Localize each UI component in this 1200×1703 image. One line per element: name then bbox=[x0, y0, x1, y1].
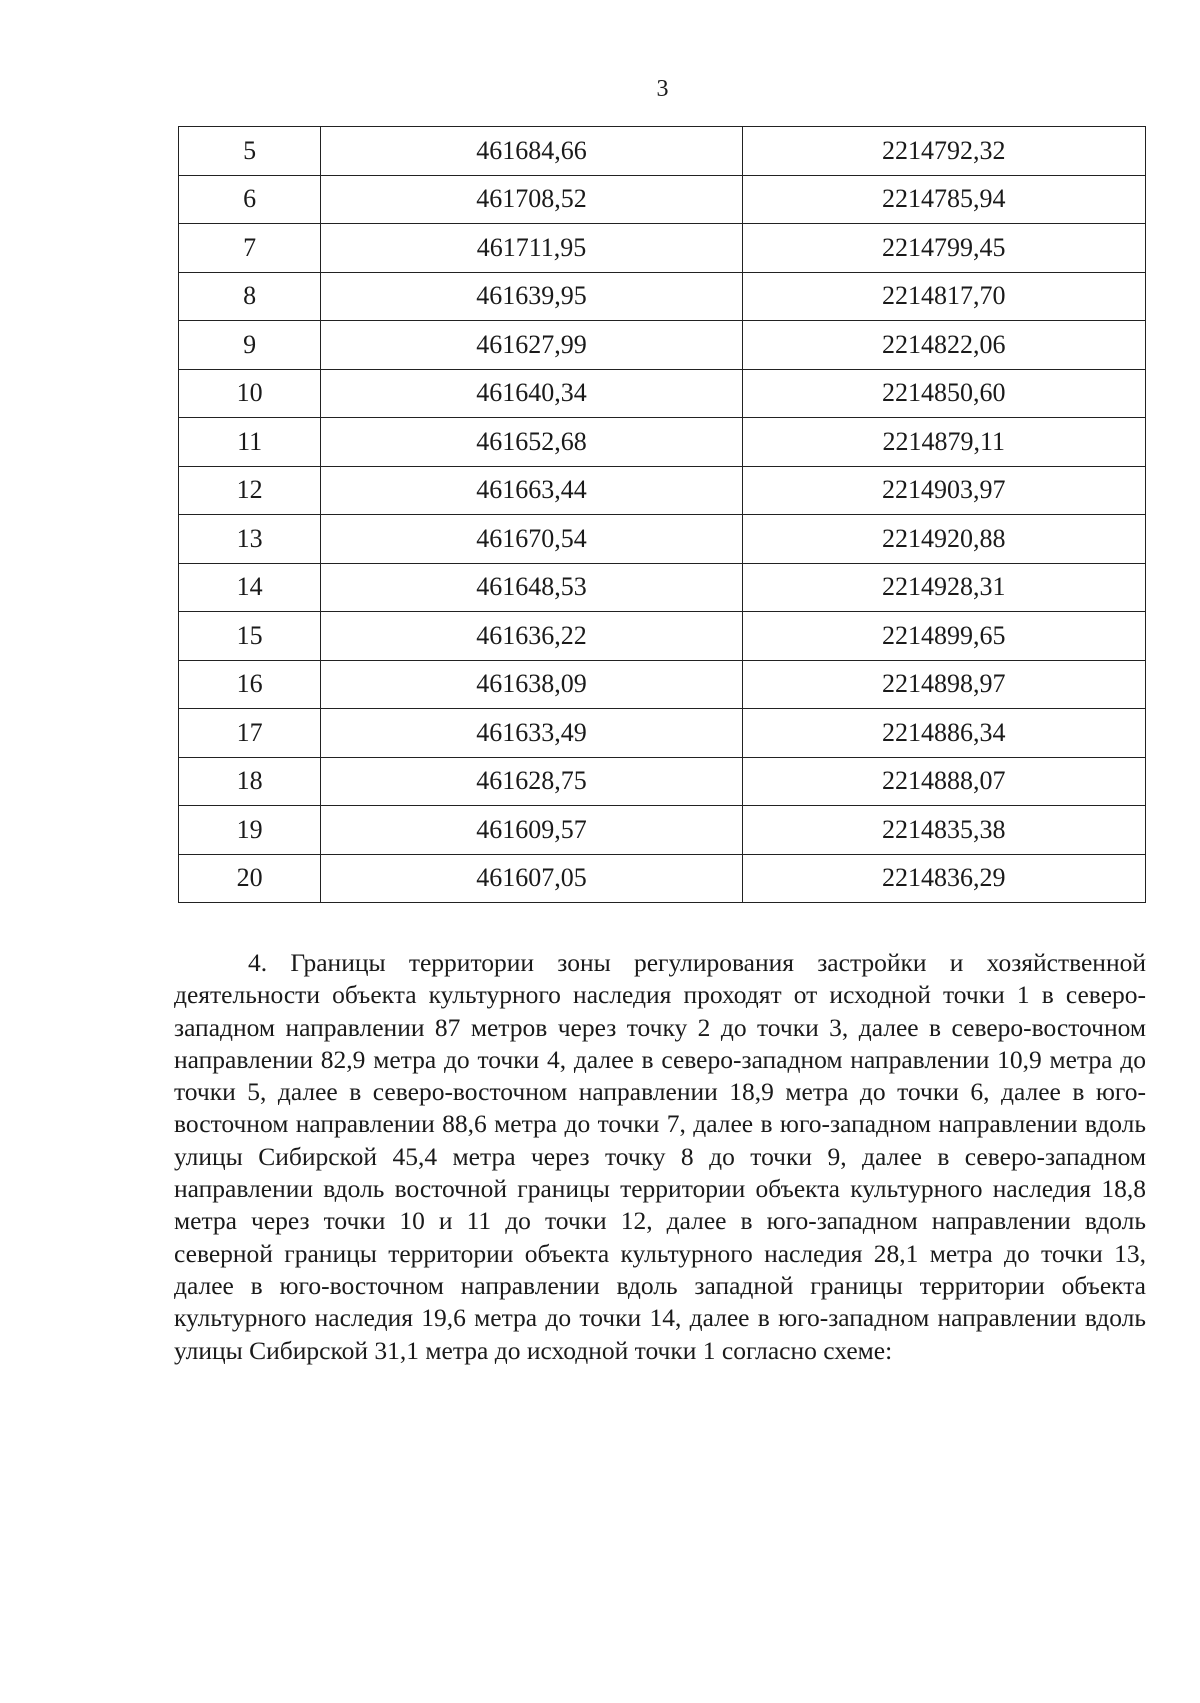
x-coordinate-cell: 461652,68 bbox=[321, 418, 742, 467]
point-number-cell: 18 bbox=[179, 757, 321, 806]
x-coordinate-cell: 461648,53 bbox=[321, 563, 742, 612]
x-coordinate-cell: 461640,34 bbox=[321, 369, 742, 418]
table-row bbox=[179, 224, 1146, 273]
x-coordinate-cell: 461609,57 bbox=[321, 806, 742, 855]
x-coordinate-cell: 461633,49 bbox=[321, 709, 742, 758]
x-coordinate-cell: 461711,95 bbox=[321, 224, 742, 273]
x-coordinate-cell: 461628,75 bbox=[321, 757, 742, 806]
y-coordinate-cell: 2214920,88 bbox=[742, 515, 1145, 564]
point-number-cell: 15 bbox=[179, 612, 321, 661]
table-row bbox=[179, 515, 1146, 564]
table-row bbox=[179, 369, 1146, 418]
y-coordinate-cell: 2214836,29 bbox=[742, 854, 1145, 903]
point-number-cell: 8 bbox=[179, 272, 321, 321]
boundary-description: 4. Границы территории зоны регулирования застройки и хозяйственной деятельности объекта культурного наследия проходят от исходной точки 1 в северо-западном направлении 87 метров через точку 2 до точки 3, далее в северо-восточном направлении 82,9 метра до точки 4, далее в северо-западном направлении 10,9 метра до точки 5, далее в северо-восточном направлении 18,9 метра до точки 6, далее в юго-восточном направлении 88,6 метра до точки 7, далее в юго-западном направлении вдоль улицы Сибирской 45,4 метра через точку 8 до точки 9, далее в северо-западном направлении вдоль восточной границы территории объекта культурного наследия 18,8 метра через точки 10 и 11 до точки 12, далее в юго-западном направлении вдоль северной границы территории объекта культурного наследия 28,1 метра до точки 13, далее в юго-восточном направлении вдоль западной границы территории объекта культурного наследия 19,6 метра до точки 14, далее в юго-западном направлении вдоль улицы Сибирской 31,1 метра до исходной точки 1 согласно схеме: bbox=[174, 948, 1146, 1365]
point-number-cell: 17 bbox=[179, 709, 321, 758]
point-number-cell: 9 bbox=[179, 321, 321, 370]
x-coordinate-cell: 461607,05 bbox=[321, 854, 742, 903]
point-number-cell: 5 bbox=[179, 127, 321, 176]
x-coordinate-cell: 461639,95 bbox=[321, 272, 742, 321]
table-row bbox=[179, 321, 1146, 370]
x-coordinate-cell: 461708,52 bbox=[321, 175, 742, 224]
table-row bbox=[179, 806, 1146, 855]
table-row bbox=[179, 466, 1146, 515]
y-coordinate-cell: 2214792,32 bbox=[742, 127, 1145, 176]
coordinates-table bbox=[178, 126, 1146, 903]
y-coordinate-cell: 2214879,11 bbox=[742, 418, 1145, 467]
point-number-cell: 6 bbox=[179, 175, 321, 224]
x-coordinate-cell: 461636,22 bbox=[321, 612, 742, 661]
table-row bbox=[179, 854, 1146, 903]
x-coordinate-cell: 461663,44 bbox=[321, 466, 742, 515]
point-number-cell: 7 bbox=[179, 224, 321, 273]
point-number-cell: 13 bbox=[179, 515, 321, 564]
point-number-cell: 16 bbox=[179, 660, 321, 709]
y-coordinate-cell: 2214799,45 bbox=[742, 224, 1145, 273]
x-coordinate-cell: 461684,66 bbox=[321, 127, 742, 176]
y-coordinate-cell: 2214850,60 bbox=[742, 369, 1145, 418]
y-coordinate-cell: 2214785,94 bbox=[742, 175, 1145, 224]
table-row bbox=[179, 272, 1146, 321]
point-number-cell: 11 bbox=[179, 418, 321, 467]
y-coordinate-cell: 2214903,97 bbox=[742, 466, 1145, 515]
table-row bbox=[179, 660, 1146, 709]
x-coordinate-cell: 461670,54 bbox=[321, 515, 742, 564]
point-number-cell: 20 bbox=[179, 854, 321, 903]
table-row bbox=[179, 127, 1146, 176]
table-row bbox=[179, 612, 1146, 661]
page-number: 3 bbox=[656, 76, 669, 102]
point-number-cell: 12 bbox=[179, 466, 321, 515]
y-coordinate-cell: 2214886,34 bbox=[742, 709, 1145, 758]
table-row bbox=[179, 757, 1146, 806]
table-row bbox=[179, 709, 1146, 758]
y-coordinate-cell: 2214899,65 bbox=[742, 612, 1145, 661]
y-coordinate-cell: 2214817,70 bbox=[742, 272, 1145, 321]
y-coordinate-cell: 2214822,06 bbox=[742, 321, 1145, 370]
y-coordinate-cell: 2214888,07 bbox=[742, 757, 1145, 806]
point-number-cell: 19 bbox=[179, 806, 321, 855]
point-number-cell: 14 bbox=[179, 563, 321, 612]
point-number-cell: 10 bbox=[179, 369, 321, 418]
coordinates-table-body bbox=[179, 127, 1146, 903]
y-coordinate-cell: 2214835,38 bbox=[742, 806, 1145, 855]
y-coordinate-cell: 2214928,31 bbox=[742, 563, 1145, 612]
table-row bbox=[179, 175, 1146, 224]
y-coordinate-cell: 2214898,97 bbox=[742, 660, 1145, 709]
table-row bbox=[179, 563, 1146, 612]
x-coordinate-cell: 461638,09 bbox=[321, 660, 742, 709]
x-coordinate-cell: 461627,99 bbox=[321, 321, 742, 370]
table-row bbox=[179, 418, 1146, 467]
